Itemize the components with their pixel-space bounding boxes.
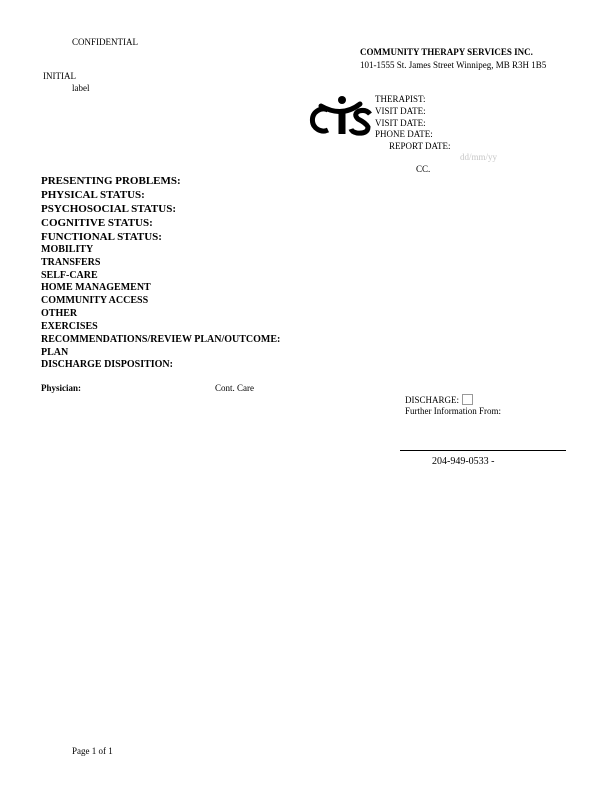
discharge-disposition-heading: DISCHARGE DISPOSITION: (41, 359, 173, 370)
label-text: label (72, 83, 90, 93)
presenting-problems-heading: PRESENTING PROBLEMS: (41, 175, 181, 187)
org-address: 101-1555 St. James Street Winnipeg, MB R3H 1B5 (360, 60, 547, 70)
cont-care-label: Cont. Care (215, 383, 254, 393)
mobility-heading: MOBILITY (41, 244, 94, 255)
physician-label: Physician: (41, 383, 82, 393)
report-date-field[interactable]: dd/mm/yy (460, 152, 498, 162)
functional-status-heading: FUNCTIONAL STATUS: (41, 231, 162, 243)
transfers-heading: TRANSFERS (41, 257, 101, 268)
cts-logo (308, 94, 378, 136)
phone-number: 204-949-0533 - (432, 456, 495, 467)
plan-heading: PLAN (41, 347, 69, 358)
therapist-label: THERAPIST: (375, 94, 426, 104)
psychosocial-status-heading: PSYCHOSOCIAL STATUS: (41, 203, 176, 215)
phone-date-label: PHONE DATE: (375, 129, 433, 139)
initial-label: INITIAL (43, 71, 76, 81)
discharge-label: DISCHARGE: (405, 395, 460, 405)
signature-line (400, 450, 566, 451)
cognitive-status-heading: COGNITIVE STATUS: (41, 217, 153, 229)
exercises-heading: EXERCISES (41, 321, 98, 332)
confidential-label: CONFIDENTIAL (72, 37, 138, 47)
org-name: COMMUNITY THERAPY SERVICES INC. (360, 47, 533, 57)
home-management-heading: HOME MANAGEMENT (41, 282, 151, 293)
report-date-label: REPORT DATE: (389, 141, 451, 151)
other-heading: OTHER (41, 308, 78, 319)
visit-date-label: VISIT DATE: (375, 106, 426, 116)
visit-date-label-2: VISIT DATE: (375, 118, 426, 128)
recommendations-heading: RECOMMENDATIONS/REVIEW PLAN/OUTCOME: (41, 334, 281, 345)
self-care-heading: SELF-CARE (41, 270, 98, 281)
physical-status-heading: PHYSICAL STATUS: (41, 189, 145, 201)
cc-label: CC. (416, 164, 431, 174)
page-number: Page 1 of 1 (72, 746, 113, 756)
further-info-label: Further Information From: (405, 406, 501, 416)
discharge-field (405, 394, 473, 405)
discharge-checkbox[interactable] (462, 394, 473, 405)
community-access-heading: COMMUNITY ACCESS (41, 295, 149, 306)
